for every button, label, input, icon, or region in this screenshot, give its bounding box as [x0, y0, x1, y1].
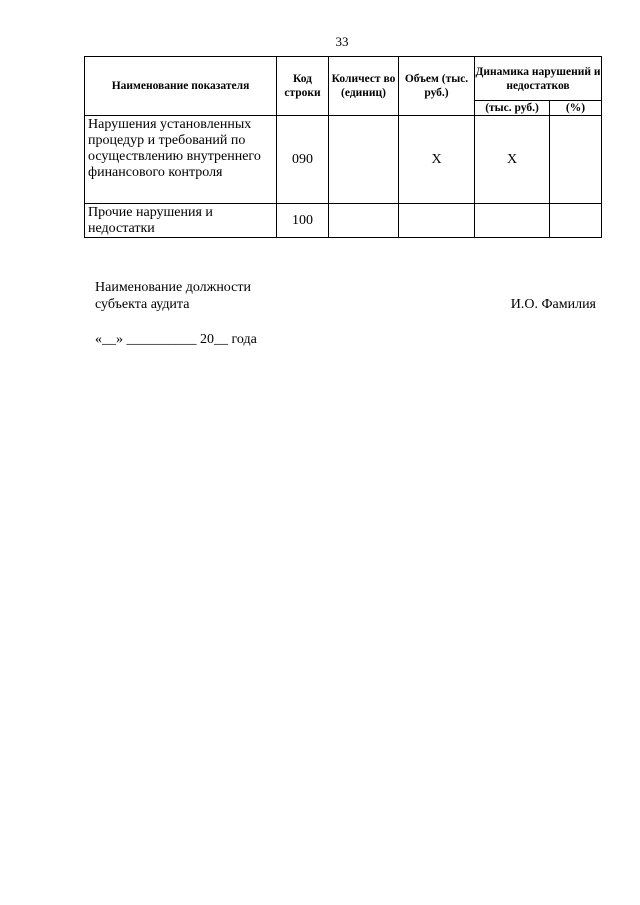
signer-name: И.О. Фамилия — [510, 297, 596, 312]
row-dynamics-pct — [550, 116, 602, 204]
table-row — [85, 204, 602, 238]
row-dynamics-rub — [475, 204, 550, 238]
header-dynamics-pct: (%) — [550, 101, 602, 116]
row-name: Нарушения установленных процедур и требований по осуществлению внутреннего финансового контроля — [85, 116, 277, 204]
audit-report-table — [84, 56, 602, 238]
row-volume: X — [399, 116, 475, 204]
table-row — [85, 116, 602, 204]
row-quantity — [329, 116, 399, 204]
header-dynamics-rub: (тыс. руб.) — [475, 101, 550, 116]
header-dynamics: Динамика нарушений и недостатков — [475, 57, 602, 101]
header-code: Код строки — [277, 57, 329, 116]
row-dynamics-pct — [550, 204, 602, 238]
row-name: Прочие нарушения и недостатки — [85, 204, 277, 238]
position-title — [95, 279, 251, 313]
position-line-1: Наименование должности — [95, 280, 251, 295]
position-line-2: субъекта аудита — [95, 297, 190, 312]
row-quantity — [329, 204, 399, 238]
row-volume — [399, 204, 475, 238]
header-quantity: Количест во (единиц) — [329, 57, 399, 116]
date-line: «__» __________ 20__ года — [95, 332, 257, 347]
header-name: Наименование показателя — [85, 57, 277, 116]
header-volume: Объем (тыс. руб.) — [399, 57, 475, 116]
row-code: 090 — [277, 116, 329, 204]
page-number: 33 — [335, 34, 349, 49]
row-dynamics-rub: X — [475, 116, 550, 204]
row-code: 100 — [277, 204, 329, 238]
